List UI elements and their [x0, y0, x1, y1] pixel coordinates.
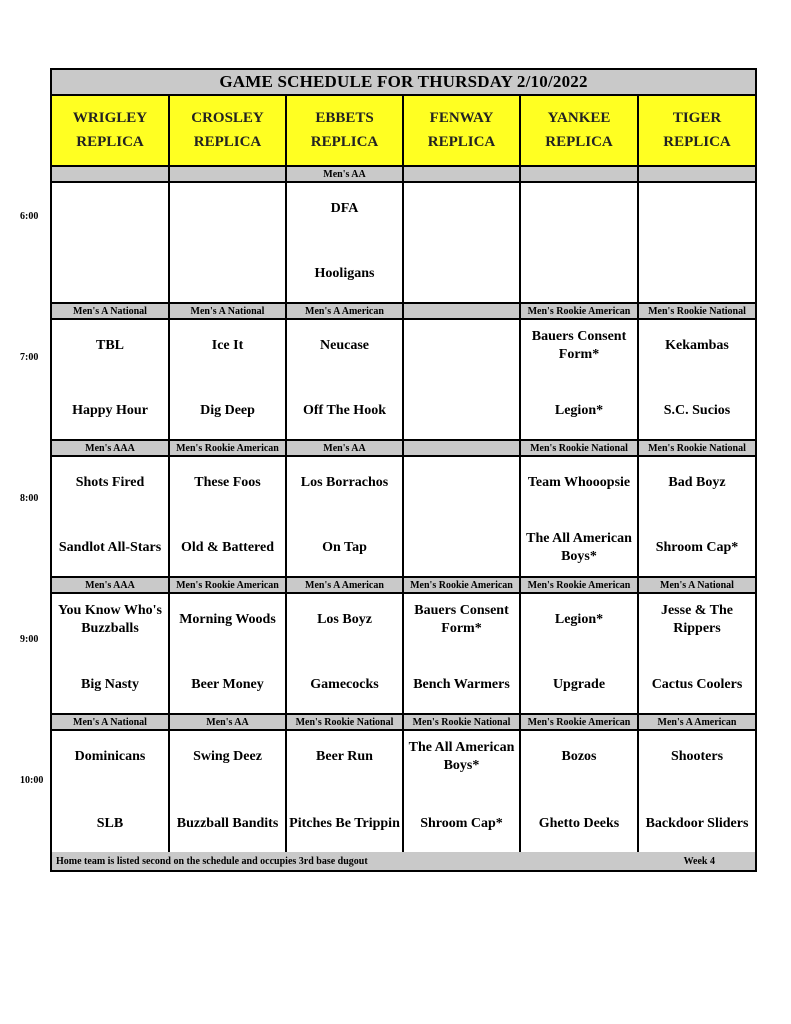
time-label: 9:00	[20, 634, 39, 645]
field-sub: REPLICA	[545, 134, 613, 150]
home-team: Old & Battered	[180, 540, 275, 555]
home-team: Pitches Be Trippin	[289, 816, 400, 831]
away-team: Dominicans	[74, 749, 146, 764]
game-cell	[287, 594, 404, 713]
away-team: The All American Boys*	[408, 740, 515, 773]
game-row	[52, 731, 755, 852]
home-team: On Tap	[322, 540, 367, 555]
home-team: Upgrade	[552, 677, 606, 692]
game-row	[52, 457, 755, 578]
game-cell	[170, 457, 287, 576]
footer-bar	[52, 852, 755, 870]
division-label	[639, 167, 755, 181]
home-team: Gamecocks	[310, 677, 379, 692]
division-label: Men's Rookie National	[404, 715, 521, 729]
away-team: Beer Run	[316, 749, 373, 764]
division-label: Men's Rookie American	[521, 578, 639, 592]
away-team: Ice It	[211, 338, 244, 353]
division-label: Men's A National	[52, 715, 170, 729]
schedule-table	[50, 68, 757, 872]
game-cell	[521, 320, 639, 439]
away-team: Morning Woods	[179, 612, 276, 627]
home-team: S.C. Sucios	[663, 403, 731, 418]
field-name: FENWAY	[429, 110, 494, 126]
game-cell	[52, 457, 170, 576]
division-label: Men's AA	[287, 167, 404, 181]
division-row	[52, 304, 755, 320]
home-team: Backdoor Sliders	[645, 816, 749, 831]
field-name: CROSLEY	[191, 110, 264, 126]
division-label: Men's A National	[660, 579, 734, 591]
away-team: TBL	[95, 338, 124, 353]
game-cell	[287, 457, 404, 576]
time-label: 10:00	[20, 775, 44, 786]
division-label: Men's AAA	[52, 578, 170, 592]
game-cell	[52, 731, 170, 852]
division-label: Men's AA	[287, 441, 404, 455]
division-row	[52, 167, 755, 183]
game-cell	[170, 594, 287, 713]
game-cell	[52, 594, 170, 713]
time-label: 8:00	[20, 493, 39, 504]
division-label: Men's Rookie American	[404, 578, 521, 592]
game-cell	[521, 594, 639, 713]
away-team: Bad Boyz	[668, 475, 726, 490]
division-row	[52, 578, 755, 594]
home-team: Ghetto Deeks	[538, 816, 620, 831]
game-row	[52, 594, 755, 715]
field-name: TIGER	[672, 110, 722, 126]
game-cell	[170, 183, 287, 302]
game-row	[52, 320, 755, 441]
division-label	[521, 167, 639, 181]
division-label	[404, 304, 521, 318]
field-header	[287, 96, 404, 165]
field-sub: REPLICA	[193, 134, 262, 150]
home-team: Cactus Coolers	[651, 677, 743, 692]
home-team: Happy Hour	[72, 403, 148, 418]
home-team: Sandlot All-Stars	[58, 540, 162, 555]
away-team: Shots Fired	[75, 475, 145, 490]
field-name: EBBETS	[315, 110, 374, 126]
division-label	[52, 167, 170, 181]
division-label: Men's A National	[52, 304, 170, 318]
home-team: Dig Deep	[200, 403, 255, 418]
away-team: DFA	[330, 201, 359, 216]
home-team: SLB	[96, 816, 124, 831]
division-label: Men's Rookie American	[170, 578, 287, 592]
away-team: Legion*	[554, 612, 604, 627]
field-sub: REPLICA	[310, 134, 379, 150]
away-team: Kekambas	[665, 338, 729, 353]
division-label	[404, 167, 521, 181]
away-team: Bozos	[561, 749, 597, 764]
game-cell	[639, 594, 755, 713]
division-row	[52, 441, 755, 457]
away-team: You Know Who's Buzzballs	[57, 603, 162, 636]
division-label: Men's Rookie National	[287, 715, 404, 729]
home-team: Legion*	[554, 403, 604, 418]
field-header	[521, 96, 639, 165]
game-cell	[404, 731, 521, 852]
game-cell	[287, 731, 404, 852]
away-team: Team Whooopsie	[527, 475, 631, 490]
division-label: Men's Rookie National	[521, 441, 639, 455]
game-cell	[404, 457, 521, 576]
division-label	[170, 167, 287, 181]
away-team: Bauers Consent Form*	[414, 603, 509, 636]
field-name: YANKEE	[547, 110, 611, 126]
home-team: Bench Warmers	[413, 677, 510, 692]
game-cell	[170, 731, 287, 852]
home-team: Hooligans	[314, 266, 375, 281]
division-row	[52, 715, 755, 731]
game-cell	[52, 320, 170, 439]
away-team: Bauers Consent Form*	[531, 329, 627, 362]
game-cell	[521, 183, 639, 302]
away-team: Neucase	[320, 338, 369, 353]
division-label: Men's Rookie American	[170, 441, 287, 455]
home-team: Off The Hook	[303, 403, 386, 418]
game-cell	[287, 320, 404, 439]
week-label: Week 4	[683, 855, 715, 867]
game-cell	[639, 320, 755, 439]
away-team: These Foos	[194, 475, 261, 490]
away-team: Los Boyz	[317, 612, 372, 627]
game-cell	[521, 457, 639, 576]
time-label: 6:00	[20, 211, 39, 222]
home-team: Shroom Cap*	[655, 540, 739, 555]
game-cell	[404, 183, 521, 302]
game-cell	[404, 320, 521, 439]
field-header	[170, 96, 287, 165]
game-cell	[404, 594, 521, 713]
time-label: 7:00	[20, 352, 39, 363]
home-team: Beer Money	[191, 677, 264, 692]
field-header	[52, 96, 170, 165]
field-header	[639, 96, 755, 165]
footer-note: Home team is listed second on the schedule and occupies 3rd base dugout	[56, 855, 368, 867]
game-cell	[52, 183, 170, 302]
away-team: Swing Deez	[193, 749, 262, 764]
division-label: Men's Rookie National	[648, 442, 746, 454]
home-team: Big Nasty	[81, 677, 139, 692]
schedule-title: GAME SCHEDULE FOR THURSDAY 2/10/2022	[52, 70, 755, 96]
division-label: Men's A American	[287, 578, 404, 592]
game-cell	[639, 183, 755, 302]
away-team: Jesse & The Rippers	[660, 603, 734, 636]
field-header-row	[52, 96, 755, 167]
game-cell	[287, 183, 404, 302]
division-label: Men's Rookie American	[521, 715, 639, 729]
field-name: WRIGLEY	[72, 110, 148, 126]
field-header	[404, 96, 521, 165]
field-sub: REPLICA	[663, 134, 731, 150]
away-team: Los Borrachos	[300, 475, 389, 490]
field-sub: REPLICA	[427, 134, 496, 150]
division-label: Men's AA	[170, 715, 287, 729]
game-cell	[639, 457, 755, 576]
field-sub: REPLICA	[76, 134, 144, 150]
division-label: Men's A American	[657, 716, 737, 728]
home-team: Shroom Cap*	[420, 816, 503, 831]
home-team: The All American Boys*	[526, 531, 632, 564]
game-cell	[639, 731, 755, 852]
division-label: Men's A National	[170, 304, 287, 318]
division-label: Men's AAA	[52, 441, 170, 455]
game-row	[52, 183, 755, 304]
division-label: Men's A American	[287, 304, 404, 318]
division-label	[404, 441, 521, 455]
game-cell	[521, 731, 639, 852]
division-label: Men's Rookie American	[521, 304, 639, 318]
division-label: Men's Rookie National	[648, 305, 746, 317]
home-team: Buzzball Bandits	[176, 816, 279, 831]
away-team: Shooters	[670, 749, 724, 764]
game-cell	[170, 320, 287, 439]
